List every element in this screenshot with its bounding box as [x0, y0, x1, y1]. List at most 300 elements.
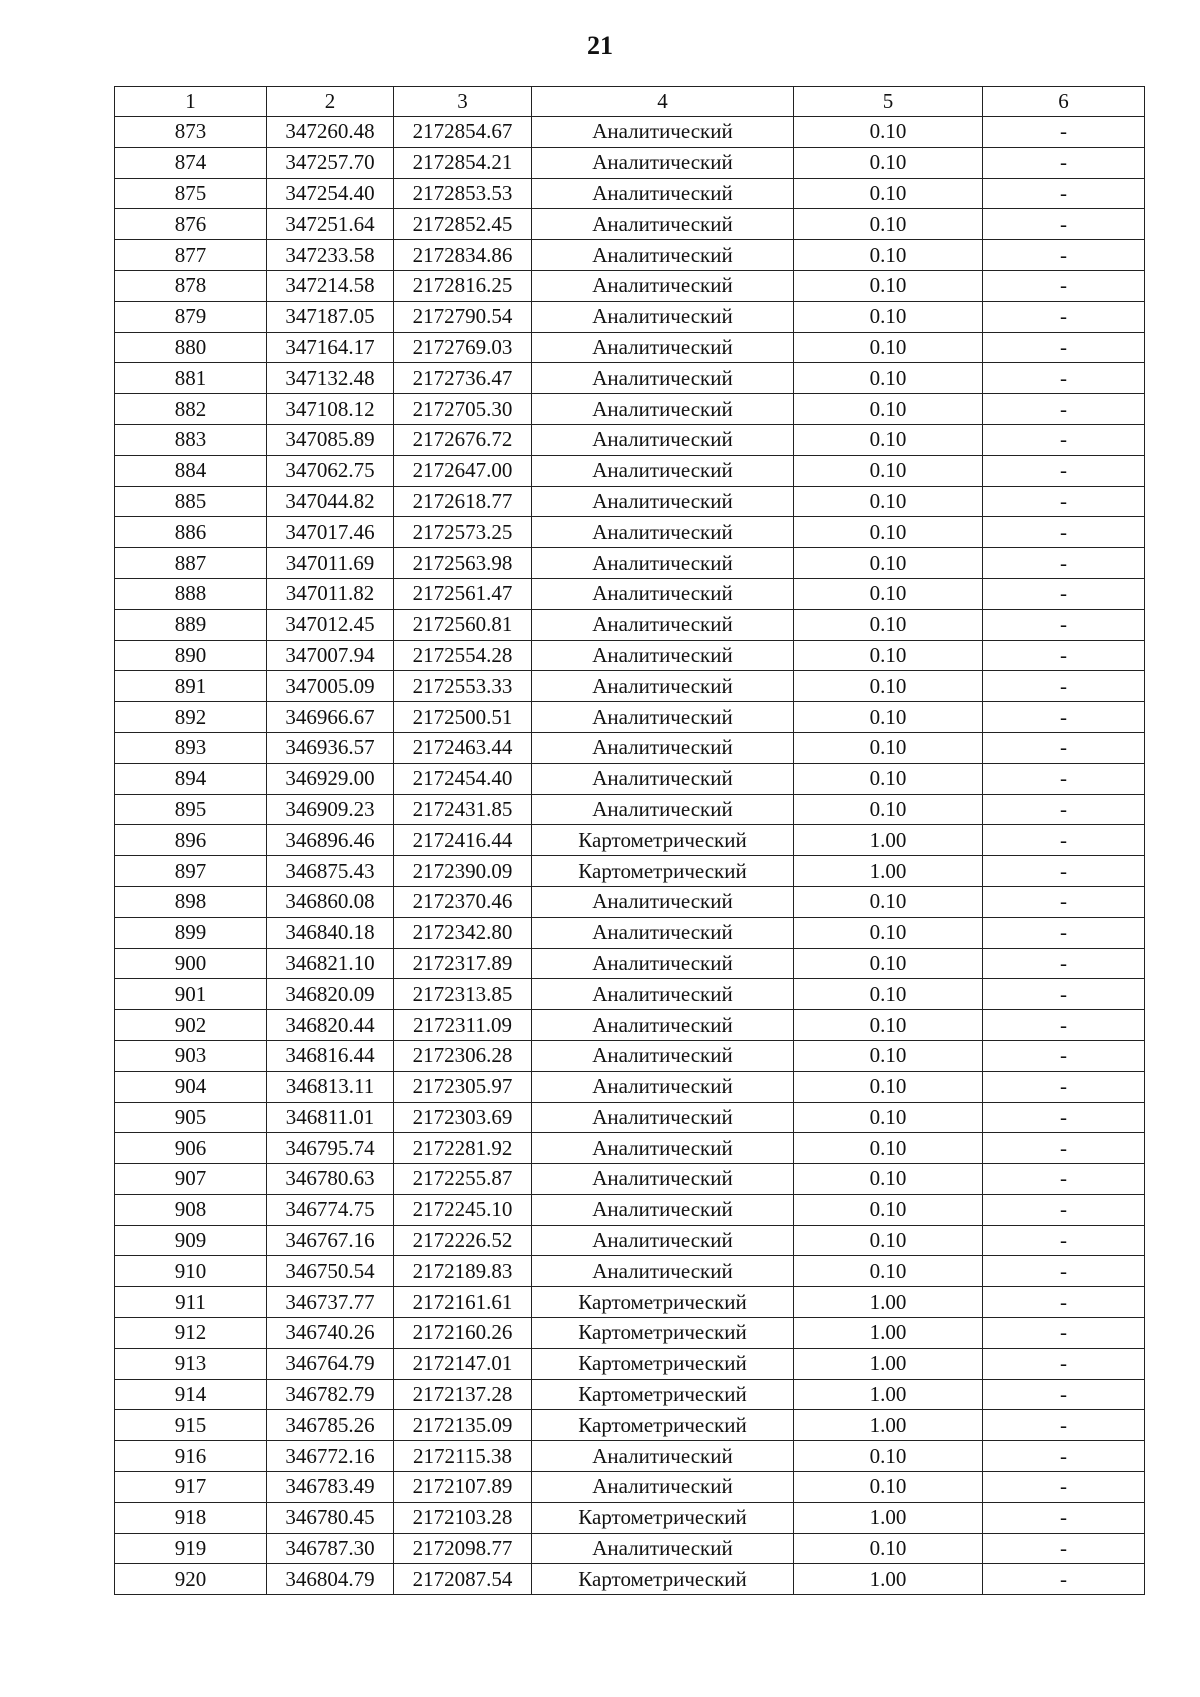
- table-row: [115, 578, 1145, 609]
- point-number-cell: 914: [115, 1379, 267, 1410]
- y-coordinate-cell: 2172790.54: [394, 301, 532, 332]
- description-cell: -: [983, 825, 1145, 856]
- x-coordinate-cell: 347214.58: [267, 270, 394, 301]
- x-coordinate-cell: 346966.67: [267, 702, 394, 733]
- accuracy-cell: 1.00: [794, 1379, 983, 1410]
- accuracy-cell: 0.10: [794, 732, 983, 763]
- accuracy-cell: 0.10: [794, 363, 983, 394]
- y-coordinate-cell: 2172563.98: [394, 548, 532, 579]
- description-cell: -: [983, 363, 1145, 394]
- method-cell: Аналитический: [532, 1441, 794, 1472]
- table-body: [115, 87, 1145, 1595]
- table-row: [115, 270, 1145, 301]
- point-number-cell: 893: [115, 732, 267, 763]
- accuracy-cell: 0.10: [794, 270, 983, 301]
- y-coordinate-cell: 2172853.53: [394, 178, 532, 209]
- description-cell: -: [983, 856, 1145, 887]
- y-coordinate-cell: 2172554.28: [394, 640, 532, 671]
- point-number-cell: 887: [115, 548, 267, 579]
- method-cell: Аналитический: [532, 1102, 794, 1133]
- method-cell: Аналитический: [532, 578, 794, 609]
- table-row: [115, 1348, 1145, 1379]
- table-row: [115, 1287, 1145, 1318]
- table-row: [115, 886, 1145, 917]
- y-coordinate-cell: 2172087.54: [394, 1564, 532, 1595]
- method-cell: Аналитический: [532, 917, 794, 948]
- x-coordinate-cell: 346813.11: [267, 1071, 394, 1102]
- y-coordinate-cell: 2172103.28: [394, 1502, 532, 1533]
- method-cell: Аналитический: [532, 332, 794, 363]
- accuracy-cell: 1.00: [794, 1502, 983, 1533]
- point-number-cell: 920: [115, 1564, 267, 1595]
- point-number-cell: 904: [115, 1071, 267, 1102]
- method-cell: Картометрический: [532, 856, 794, 887]
- x-coordinate-cell: 347011.82: [267, 578, 394, 609]
- x-coordinate-cell: 347011.69: [267, 548, 394, 579]
- method-cell: Картометрический: [532, 825, 794, 856]
- x-coordinate-cell: 346750.54: [267, 1256, 394, 1287]
- accuracy-cell: 0.10: [794, 1010, 983, 1041]
- y-coordinate-cell: 2172303.69: [394, 1102, 532, 1133]
- accuracy-cell: 1.00: [794, 1318, 983, 1349]
- table-row: [115, 1410, 1145, 1441]
- point-number-cell: 881: [115, 363, 267, 394]
- method-cell: Аналитический: [532, 979, 794, 1010]
- method-cell: Аналитический: [532, 1164, 794, 1195]
- column-header: 5: [794, 87, 983, 117]
- column-header: 2: [267, 87, 394, 117]
- table-row: [115, 1133, 1145, 1164]
- x-coordinate-cell: 347108.12: [267, 394, 394, 425]
- method-cell: Аналитический: [532, 794, 794, 825]
- x-coordinate-cell: 347017.46: [267, 517, 394, 548]
- accuracy-cell: 0.10: [794, 578, 983, 609]
- description-cell: -: [983, 1164, 1145, 1195]
- column-header: 4: [532, 87, 794, 117]
- description-cell: -: [983, 702, 1145, 733]
- y-coordinate-cell: 2172560.81: [394, 609, 532, 640]
- y-coordinate-cell: 2172816.25: [394, 270, 532, 301]
- accuracy-cell: 1.00: [794, 1348, 983, 1379]
- method-cell: Аналитический: [532, 548, 794, 579]
- table-row: [115, 671, 1145, 702]
- method-cell: Аналитический: [532, 702, 794, 733]
- accuracy-cell: 0.10: [794, 117, 983, 148]
- x-coordinate-cell: 347254.40: [267, 178, 394, 209]
- x-coordinate-cell: 346821.10: [267, 948, 394, 979]
- table-row: [115, 1040, 1145, 1071]
- table-row: [115, 702, 1145, 733]
- x-coordinate-cell: 347260.48: [267, 117, 394, 148]
- point-number-cell: 916: [115, 1441, 267, 1472]
- x-coordinate-cell: 346820.09: [267, 979, 394, 1010]
- accuracy-cell: 0.10: [794, 1441, 983, 1472]
- accuracy-cell: 0.10: [794, 1133, 983, 1164]
- accuracy-cell: 0.10: [794, 917, 983, 948]
- x-coordinate-cell: 346787.30: [267, 1533, 394, 1564]
- x-coordinate-cell: 346764.79: [267, 1348, 394, 1379]
- y-coordinate-cell: 2172245.10: [394, 1194, 532, 1225]
- y-coordinate-cell: 2172676.72: [394, 424, 532, 455]
- method-cell: Аналитический: [532, 1256, 794, 1287]
- y-coordinate-cell: 2172135.09: [394, 1410, 532, 1441]
- x-coordinate-cell: 346860.08: [267, 886, 394, 917]
- accuracy-cell: 0.10: [794, 394, 983, 425]
- y-coordinate-cell: 2172317.89: [394, 948, 532, 979]
- point-number-cell: 911: [115, 1287, 267, 1318]
- point-number-cell: 880: [115, 332, 267, 363]
- method-cell: Аналитический: [532, 517, 794, 548]
- description-cell: -: [983, 486, 1145, 517]
- description-cell: -: [983, 1472, 1145, 1503]
- point-number-cell: 888: [115, 578, 267, 609]
- method-cell: Аналитический: [532, 117, 794, 148]
- point-number-cell: 913: [115, 1348, 267, 1379]
- description-cell: -: [983, 1102, 1145, 1133]
- description-cell: -: [983, 1379, 1145, 1410]
- x-coordinate-cell: 346896.46: [267, 825, 394, 856]
- point-number-cell: 882: [115, 394, 267, 425]
- table-row: [115, 147, 1145, 178]
- table-row: [115, 1441, 1145, 1472]
- x-coordinate-cell: 346780.45: [267, 1502, 394, 1533]
- method-cell: Картометрический: [532, 1564, 794, 1595]
- description-cell: -: [983, 1287, 1145, 1318]
- description-cell: -: [983, 640, 1145, 671]
- y-coordinate-cell: 2172416.44: [394, 825, 532, 856]
- method-cell: Аналитический: [532, 1472, 794, 1503]
- table-row: [115, 548, 1145, 579]
- table-row: [115, 917, 1145, 948]
- y-coordinate-cell: 2172769.03: [394, 332, 532, 363]
- accuracy-cell: 0.10: [794, 486, 983, 517]
- x-coordinate-cell: 346785.26: [267, 1410, 394, 1441]
- x-coordinate-cell: 347012.45: [267, 609, 394, 640]
- y-coordinate-cell: 2172553.33: [394, 671, 532, 702]
- description-cell: -: [983, 1410, 1145, 1441]
- method-cell: Картометрический: [532, 1502, 794, 1533]
- point-number-cell: 905: [115, 1102, 267, 1133]
- accuracy-cell: 0.10: [794, 548, 983, 579]
- point-number-cell: 906: [115, 1133, 267, 1164]
- table-row: [115, 1194, 1145, 1225]
- y-coordinate-cell: 2172342.80: [394, 917, 532, 948]
- accuracy-cell: 0.10: [794, 702, 983, 733]
- description-cell: -: [983, 424, 1145, 455]
- description-cell: -: [983, 1256, 1145, 1287]
- method-cell: Аналитический: [532, 763, 794, 794]
- page-number: 21: [587, 31, 613, 60]
- point-number-cell: 876: [115, 209, 267, 240]
- accuracy-cell: 0.10: [794, 1102, 983, 1133]
- accuracy-cell: 0.10: [794, 424, 983, 455]
- y-coordinate-cell: 2172390.09: [394, 856, 532, 887]
- accuracy-cell: 0.10: [794, 209, 983, 240]
- description-cell: -: [983, 117, 1145, 148]
- description-cell: -: [983, 1133, 1145, 1164]
- point-number-cell: 910: [115, 1256, 267, 1287]
- accuracy-cell: 0.10: [794, 332, 983, 363]
- table-row: [115, 1472, 1145, 1503]
- table-row: [115, 209, 1145, 240]
- method-cell: Картометрический: [532, 1318, 794, 1349]
- table-row: [115, 455, 1145, 486]
- accuracy-cell: 0.10: [794, 640, 983, 671]
- x-coordinate-cell: 347164.17: [267, 332, 394, 363]
- x-coordinate-cell: 347187.05: [267, 301, 394, 332]
- point-number-cell: 875: [115, 178, 267, 209]
- accuracy-cell: 0.10: [794, 1225, 983, 1256]
- y-coordinate-cell: 2172107.89: [394, 1472, 532, 1503]
- table-row: [115, 763, 1145, 794]
- accuracy-cell: 0.10: [794, 671, 983, 702]
- x-coordinate-cell: 346774.75: [267, 1194, 394, 1225]
- method-cell: Аналитический: [532, 240, 794, 271]
- accuracy-cell: 0.10: [794, 1071, 983, 1102]
- accuracy-cell: 1.00: [794, 1287, 983, 1318]
- point-number-cell: 903: [115, 1040, 267, 1071]
- description-cell: -: [983, 517, 1145, 548]
- accuracy-cell: 0.10: [794, 1194, 983, 1225]
- description-cell: -: [983, 763, 1145, 794]
- x-coordinate-cell: 346737.77: [267, 1287, 394, 1318]
- description-cell: -: [983, 578, 1145, 609]
- table-row: [115, 979, 1145, 1010]
- point-number-cell: 912: [115, 1318, 267, 1349]
- description-cell: -: [983, 1348, 1145, 1379]
- table-row: [115, 609, 1145, 640]
- x-coordinate-cell: 347251.64: [267, 209, 394, 240]
- method-cell: Картометрический: [532, 1379, 794, 1410]
- method-cell: Аналитический: [532, 1040, 794, 1071]
- accuracy-cell: 0.10: [794, 301, 983, 332]
- method-cell: Картометрический: [532, 1410, 794, 1441]
- description-cell: -: [983, 917, 1145, 948]
- accuracy-cell: 0.10: [794, 1256, 983, 1287]
- method-cell: Картометрический: [532, 1287, 794, 1318]
- accuracy-cell: 0.10: [794, 948, 983, 979]
- y-coordinate-cell: 2172647.00: [394, 455, 532, 486]
- x-coordinate-cell: 347257.70: [267, 147, 394, 178]
- method-cell: Картометрический: [532, 1348, 794, 1379]
- y-coordinate-cell: 2172098.77: [394, 1533, 532, 1564]
- point-number-cell: 885: [115, 486, 267, 517]
- point-number-cell: 877: [115, 240, 267, 271]
- description-cell: -: [983, 301, 1145, 332]
- method-cell: Аналитический: [532, 732, 794, 763]
- x-coordinate-cell: 346795.74: [267, 1133, 394, 1164]
- x-coordinate-cell: 346772.16: [267, 1441, 394, 1472]
- x-coordinate-cell: 346840.18: [267, 917, 394, 948]
- point-number-cell: 896: [115, 825, 267, 856]
- method-cell: Аналитический: [532, 178, 794, 209]
- point-number-cell: 900: [115, 948, 267, 979]
- y-coordinate-cell: 2172147.01: [394, 1348, 532, 1379]
- description-cell: -: [983, 240, 1145, 271]
- description-cell: -: [983, 270, 1145, 301]
- y-coordinate-cell: 2172618.77: [394, 486, 532, 517]
- point-number-cell: 892: [115, 702, 267, 733]
- point-number-cell: 915: [115, 1410, 267, 1441]
- accuracy-cell: 0.10: [794, 1040, 983, 1071]
- accuracy-cell: 0.10: [794, 886, 983, 917]
- table-row: [115, 948, 1145, 979]
- x-coordinate-cell: 347233.58: [267, 240, 394, 271]
- method-cell: Аналитический: [532, 1071, 794, 1102]
- y-coordinate-cell: 2172115.38: [394, 1441, 532, 1472]
- point-number-cell: 917: [115, 1472, 267, 1503]
- y-coordinate-cell: 2172854.21: [394, 147, 532, 178]
- method-cell: Аналитический: [532, 948, 794, 979]
- point-number-cell: 873: [115, 117, 267, 148]
- method-cell: Аналитический: [532, 147, 794, 178]
- y-coordinate-cell: 2172255.87: [394, 1164, 532, 1195]
- accuracy-cell: 0.10: [794, 1533, 983, 1564]
- table-row: [115, 1010, 1145, 1041]
- description-cell: -: [983, 948, 1145, 979]
- method-cell: Аналитический: [532, 1010, 794, 1041]
- x-coordinate-cell: 346816.44: [267, 1040, 394, 1071]
- y-coordinate-cell: 2172854.67: [394, 117, 532, 148]
- x-coordinate-cell: 346929.00: [267, 763, 394, 794]
- y-coordinate-cell: 2172463.44: [394, 732, 532, 763]
- y-coordinate-cell: 2172852.45: [394, 209, 532, 240]
- x-coordinate-cell: 347005.09: [267, 671, 394, 702]
- point-number-cell: 886: [115, 517, 267, 548]
- method-cell: Аналитический: [532, 301, 794, 332]
- point-number-cell: 898: [115, 886, 267, 917]
- description-cell: -: [983, 1225, 1145, 1256]
- accuracy-cell: 1.00: [794, 1564, 983, 1595]
- accuracy-cell: 0.10: [794, 1164, 983, 1195]
- method-cell: Аналитический: [532, 609, 794, 640]
- method-cell: Аналитический: [532, 455, 794, 486]
- accuracy-cell: 0.10: [794, 517, 983, 548]
- point-number-cell: 878: [115, 270, 267, 301]
- description-cell: -: [983, 886, 1145, 917]
- x-coordinate-cell: 346804.79: [267, 1564, 394, 1595]
- table-row: [115, 856, 1145, 887]
- table-row: [115, 486, 1145, 517]
- x-coordinate-cell: 347062.75: [267, 455, 394, 486]
- x-coordinate-cell: 346783.49: [267, 1472, 394, 1503]
- description-cell: -: [983, 455, 1145, 486]
- table-row: [115, 517, 1145, 548]
- point-number-cell: 894: [115, 763, 267, 794]
- accuracy-cell: 0.10: [794, 979, 983, 1010]
- point-number-cell: 883: [115, 424, 267, 455]
- description-cell: -: [983, 1441, 1145, 1472]
- method-cell: Аналитический: [532, 486, 794, 517]
- point-number-cell: 908: [115, 1194, 267, 1225]
- point-number-cell: 902: [115, 1010, 267, 1041]
- y-coordinate-cell: 2172160.26: [394, 1318, 532, 1349]
- point-number-cell: 901: [115, 979, 267, 1010]
- y-coordinate-cell: 2172370.46: [394, 886, 532, 917]
- description-cell: -: [983, 671, 1145, 702]
- point-number-cell: 889: [115, 609, 267, 640]
- method-cell: Аналитический: [532, 270, 794, 301]
- x-coordinate-cell: 346875.43: [267, 856, 394, 887]
- table-row: [115, 1164, 1145, 1195]
- description-cell: -: [983, 548, 1145, 579]
- table-row: [115, 1318, 1145, 1349]
- table-row: [115, 1225, 1145, 1256]
- table-row: [115, 732, 1145, 763]
- accuracy-cell: 1.00: [794, 825, 983, 856]
- table-row: [115, 424, 1145, 455]
- point-number-cell: 874: [115, 147, 267, 178]
- description-cell: -: [983, 794, 1145, 825]
- accuracy-cell: 1.00: [794, 856, 983, 887]
- description-cell: -: [983, 178, 1145, 209]
- description-cell: -: [983, 1533, 1145, 1564]
- x-coordinate-cell: 347132.48: [267, 363, 394, 394]
- description-cell: -: [983, 732, 1145, 763]
- y-coordinate-cell: 2172454.40: [394, 763, 532, 794]
- accuracy-cell: 0.10: [794, 178, 983, 209]
- x-coordinate-cell: 346767.16: [267, 1225, 394, 1256]
- description-cell: -: [983, 332, 1145, 363]
- method-cell: Аналитический: [532, 640, 794, 671]
- table-row: [115, 1379, 1145, 1410]
- y-coordinate-cell: 2172189.83: [394, 1256, 532, 1287]
- method-cell: Аналитический: [532, 1133, 794, 1164]
- column-header: 6: [983, 87, 1145, 117]
- y-coordinate-cell: 2172313.85: [394, 979, 532, 1010]
- table-row: [115, 794, 1145, 825]
- x-coordinate-cell: 346780.63: [267, 1164, 394, 1195]
- table-row: [115, 1564, 1145, 1595]
- method-cell: Аналитический: [532, 886, 794, 917]
- y-coordinate-cell: 2172834.86: [394, 240, 532, 271]
- description-cell: -: [983, 147, 1145, 178]
- point-number-cell: 918: [115, 1502, 267, 1533]
- point-number-cell: 909: [115, 1225, 267, 1256]
- y-coordinate-cell: 2172305.97: [394, 1071, 532, 1102]
- point-number-cell: 907: [115, 1164, 267, 1195]
- header-row: [115, 87, 1145, 117]
- accuracy-cell: 0.10: [794, 763, 983, 794]
- x-coordinate-cell: 346820.44: [267, 1010, 394, 1041]
- accuracy-cell: 1.00: [794, 1410, 983, 1441]
- table-row: [115, 363, 1145, 394]
- point-number-cell: 890: [115, 640, 267, 671]
- description-cell: -: [983, 1010, 1145, 1041]
- table-row: [115, 640, 1145, 671]
- accuracy-cell: 0.10: [794, 240, 983, 271]
- point-number-cell: 884: [115, 455, 267, 486]
- point-number-cell: 897: [115, 856, 267, 887]
- description-cell: -: [983, 394, 1145, 425]
- table-row: [115, 1502, 1145, 1533]
- method-cell: Аналитический: [532, 1194, 794, 1225]
- y-coordinate-cell: 2172226.52: [394, 1225, 532, 1256]
- table-row: [115, 117, 1145, 148]
- table-row: [115, 1102, 1145, 1133]
- method-cell: Аналитический: [532, 424, 794, 455]
- x-coordinate-cell: 347085.89: [267, 424, 394, 455]
- table-row: [115, 394, 1145, 425]
- y-coordinate-cell: 2172311.09: [394, 1010, 532, 1041]
- y-coordinate-cell: 2172137.28: [394, 1379, 532, 1410]
- x-coordinate-cell: 346909.23: [267, 794, 394, 825]
- description-cell: -: [983, 1318, 1145, 1349]
- description-cell: -: [983, 209, 1145, 240]
- y-coordinate-cell: 2172161.61: [394, 1287, 532, 1318]
- table-row: [115, 825, 1145, 856]
- method-cell: Аналитический: [532, 1533, 794, 1564]
